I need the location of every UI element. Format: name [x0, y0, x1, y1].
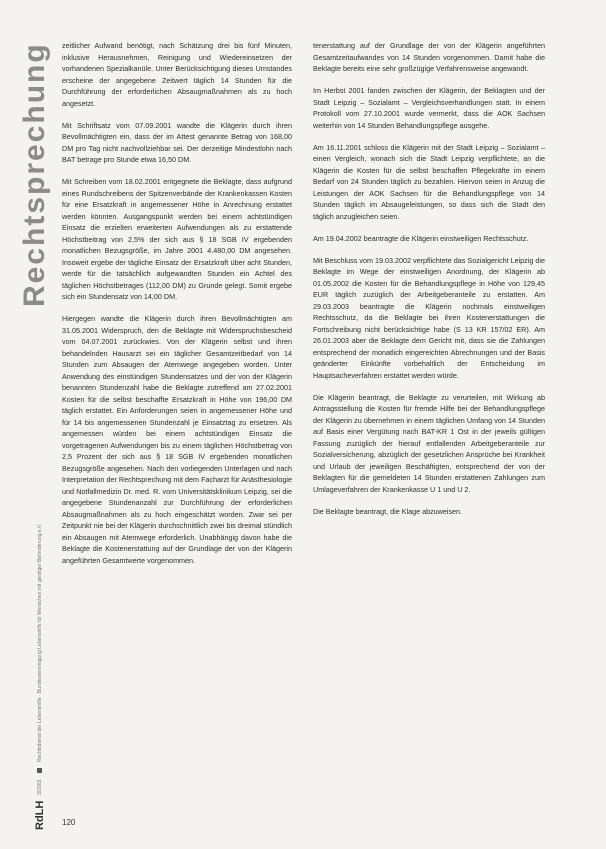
journal-name: RdLH: [34, 800, 46, 830]
paragraph: Die Beklagte beantragt, die Klage abzuweisen.: [313, 506, 463, 516]
paragraph: Die Klägerin beantragt, die Beklagte zu verurteilen, mit Wirkung ab Antragsstellung die Kosten für fremde Hilfe bei der Behandlungspflege der Klägerin zu übernehmen in einem täglichen Umfang von 14 Stunden auf Basis einer Vergütung nach BAT-KR 1 Ost in der jeweils gültigen Fassung zuzüglich der hierauf entfallenden Arbeitgeberanteile zur Sozialversicherung, abzüglich der gesetzlichen Ansprüche bei Krankheit und Urlaub der jeweiligen Beschäftigten, entsprechend der von der Beklagten für die gemeldeten 14 Stunden erstattenen Zahlungen zum Umlageverfahren der Krankenkasse U 1 und U 2.: [313, 392, 545, 494]
paragraph: Mit Schriftsatz vom 07.09.2001 wandte die Klägerin durch ihren Bevollmächtigten ein, dass der im Attest genannte Betrag von 168,00 DM pro Tag nicht nachvollziehbar sei. Der derzeitige Mindestlohn nach BAT betrage pro Stunde etwa 16,50 DM.: [62, 120, 292, 164]
paragraph: Im Herbst 2001 fanden zwischen der Klägerin, der Beklagten und der Stadt Leipzig – Sozialamt – Vergleichsverhandlungen statt. In einem Protokoll vom 27.10.2001 wurde vermerkt, dass die AOK Sachsen weiterhin von 14 Stunden Behandlungspflege ausgehe.: [313, 86, 545, 130]
page-number: 120: [62, 818, 76, 827]
paragraph: Am 16.11.2001 schloss die Klägerin mit der Stadt Leipzig – Sozialamt – einen Vergleich, wonach sich die Stadt Leipzig verpflichtete, an die Klägerin die Kosten für die selbst beschaffen Pflegekräfte im einem Bedarf von 24 Stunden täglich zu bezahlen. Hiervon seien in Anzug die Leistungen der AOK Sachsen für die Behandlungspflege von 14 Stunden täglich im Absaugeleistungen, so dass sich die Stadt den täglich anzugleichen seien.: [313, 142, 545, 221]
left-column: [62, 40, 292, 577]
journal-issue: 3/2003: [37, 779, 43, 795]
paragraph: Hiergegen wandte die Klägerin durch ihren Bevollmächtigten am 31.05.2001 Widerspruch, den die Beklagte mit Widerspruchsbescheid vom 04.07.2001 zurückwies. Von der Klägerin selbst und ihren behandelnden Hausarzt sei ein täglicher Gesamtzeitbedarf von 14 Stunden zum Absaugen der Atemwege angegeben worden. Unter Anwendung des einstündigen Stundensatzes und der von der Klägerin benannten Stundenzahl habe die Beklagte zutreffend am 27.02.2001 Kosten für die selbst beschaffte Ersatzkraft in Höhe von 196,00 DM täglich erstattet. Ein Anforderungen seien in angemessener Höhe und für 14 bis angemessenen Stundenzahl je Einsatztag zu ersetzen. Als angemessen würden bei einem achtstündigen Einsatz die vorgetragenen Aufwendungen bis zu einem täglichen Höchstbetrag von 2,5 Prozent der sich aus § 18 SGB IV ergebenden monatlichen Bezugsgröße angesehen. Nach den vorliegenden Unterlagen und nach Interpretation der Rechtsprechung mit dem Facharzt für Anästhesiologie und Notfallmedizin Dr. med. R. vom Universitätsklinikum Leipzig, sei die angegebene Stundenanzahl zur Durchführung der erforderlichen Absaugmaßnahmen als zu hoch eingeschätzt worden. Zwar sei per Zeitpunkt nie bei der Klägerin durchschnittlich zwei bis dreimal stündlich ein Absaugen mit Atemwege erforderlich. Unabhängig davon habe die Beklagte die Kostenerstattung auf der Grundlage der von der Klägerin angeführten Gesamtwerte vorgenommen.: [62, 314, 292, 565]
journal-note: Rechtsdienst der Lebenshilfe · Bundesvereinigung Lebenshilfe für Menschen mit geistiger Behinderung e.V.: [37, 524, 43, 763]
paragraph: Mit Schreiben vom 18.02.2001 entgegnete die Beklagte, dass aufgrund eines Rundschreibens der Spitzenverbände der Krankenkassen Kosten für eine Ersatzkraft in angemessener Höhe in Anrechnung erstattet werden könnten. Ausgangspunkt werden bei einem achtstündigen Einsatz die erzielten erweiterten Aufwendungen als zu erstattende Höchstbeitrag von 2,5% der sich aus § 18 SGB IV ergebenden monatlichen Bezugsgröße, im Jahre 2001 4.480,00 DM angesehen. Insoweit ergebe der tägliche Einsatz der Ersatzkraft über acht Stunden, werde für die tatsächlich aufgewandten Stunden ein Achtel des täglichen Höchstbetrages (112,00 DM) zu Grunde gelegt. Somit ergebe sich ein Stundensatz von 14,00 DM.: [62, 177, 292, 301]
paragraph: tenerstattung auf der Grundlage der von der Klägerin angeführten Gesamtzeitaufwandes von 14 Stunden vorgenommen. Damit habe die Beklagte bereits eine sehr großzügige Verfahrensweise angewandt.: [313, 41, 545, 73]
journal-meta: [34, 330, 46, 830]
paragraph: zeitlicher Aufwand benötigt, nach Schätzung drei bis fünf Minuten, inklusive Herausnehmen, Reinigung und Wiedereinsetzen der vorhandenen Spezialkanüle. Unter Berücksichtigung dieses Umstandes erscheine der angegebene Zeitwert täglich 14 Stunden für die Durchführung der erforderlichen Absaugmaßnahmen als zu hoch angesetzt.: [62, 41, 292, 108]
sidebar: [14, 30, 54, 830]
right-column: [313, 40, 545, 528]
square-icon: [38, 768, 43, 773]
paragraph: Am 19.04.2002 beantragte die Klägerin einstweiligen Rechtsschutz.: [313, 233, 529, 243]
section-title: Rechtsprechung: [18, 42, 51, 307]
paragraph: Mit Beschluss vom 19.03.2002 verpflichtete das Sozialgericht Leipzig die Beklagte im Wege der einstweiligen Anordnung, der Klägerin ab 01.05.2002 die Kosten für die Behandlungspflege in Höhe von 129,45 EUR täglich zuzüglich der Arbeitgeberanteile zu erstatten. Am 29.03.2003 beantragte die Klägerin nochmals einstweiligen Rechtsschutz, da die Beklagte bei ihren Kostenerstattungen die Fortschreibung nicht berücksichtige habe (S 13 KR 157/02 ER). Am 26.01.2003 aber die Beklagte dem Gericht mit, dass sie die Zahlungen entsprechend der monatlich eingereichten Abrechnungen und der Basis geänderter Einkünfte vorbehaltlich der Entscheidung im Hauptsacheverfahren erstattet werden würde.: [313, 255, 545, 380]
